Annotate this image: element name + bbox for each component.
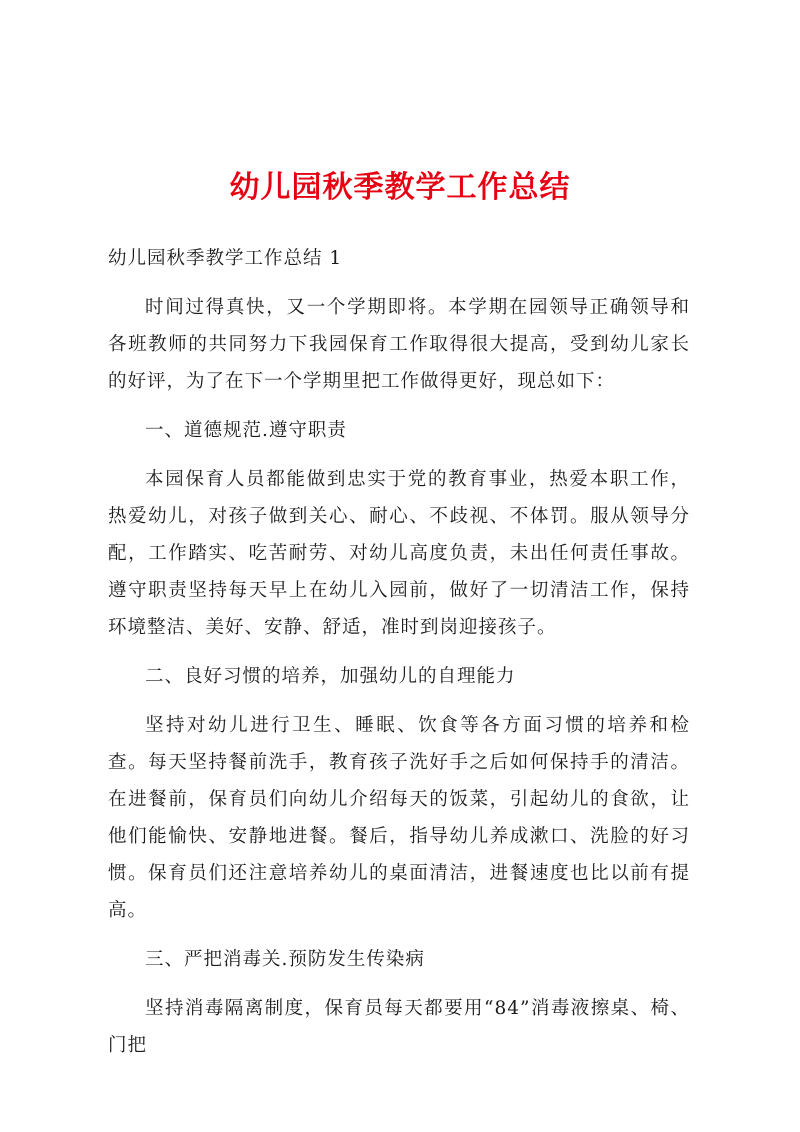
paragraph-intro: 时间过得真快，又一个学期即将。本学期在园领导正确领导和各班教师的共同努力下我园保育工作取得很大提高，受到幼儿家长的好评，为了在下一个学期里把工作做得更好，现总如下： — [108, 297, 690, 392]
document-title: 幼儿园秋季教学工作总结 — [229, 170, 571, 205]
section-heading-1: 一、道德规范.遵守职责 — [145, 420, 347, 441]
section-subtitle: 幼儿园秋季教学工作总结 1 — [108, 248, 343, 269]
section-heading-2: 二、良好习惯的培养，加强幼儿的自理能力 — [145, 666, 516, 687]
document-body — [108, 240, 690, 1076]
section-heading-3: 三、严把消毒关.预防发生传染病 — [145, 949, 425, 970]
paragraph-disinfection: 坚持消毒隔离制度，保育员每天都要用“84”消毒液擦桌、椅、门把 — [108, 998, 690, 1056]
paragraph-ethics: 本园保育人员都能做到忠实于党的教育事业，热爱本职工作，热爱幼儿，对孩子做到关心、耐心、不歧视、不体罚。服从领导分配，工作踏实、吃苦耐劳、对幼儿高度负责，未出任何责任事故。遵守职责坚持每天早上在幼儿入园前，做好了一切清洁工作，保持环境整洁、美好、安静、舒适，准时到岗迎接孩子。 — [108, 469, 690, 638]
paragraph-habits: 坚持对幼儿进行卫生、睡眠、饮食等各方面习惯的培养和检查。每天坚持餐前洗手，教育孩子洗好手之后如何保持手的清洁。在进餐前，保育员们向幼儿介绍每天的饭菜，引起幼儿的食欲，让他们能愉快、安静地进餐。餐后，指导幼儿养成漱口、洗脸的好习惯。保育员们还注意培养幼儿的桌面清洁，进餐速度也比以前有提高。 — [108, 715, 690, 921]
